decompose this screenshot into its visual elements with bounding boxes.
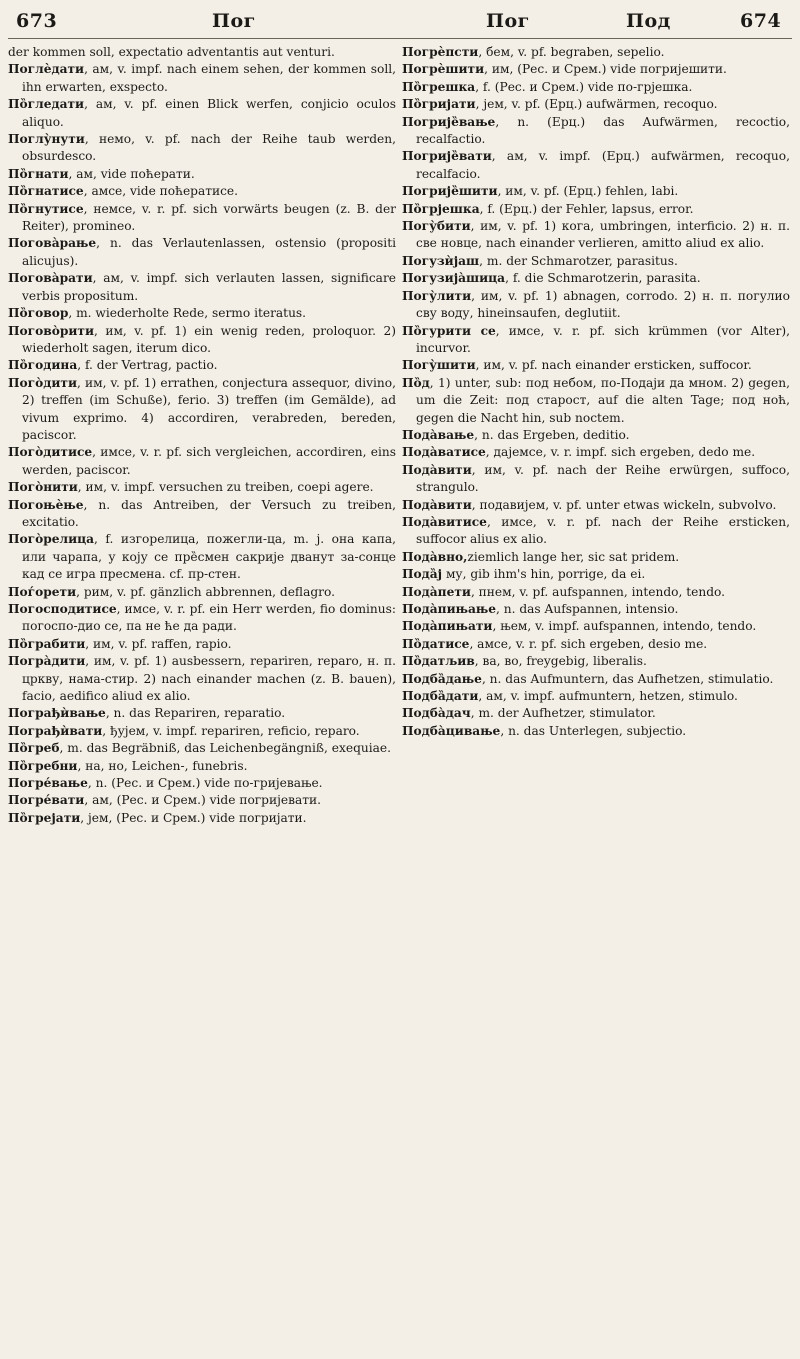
entry-definition: , на, но, Leichen-, funebris. (77, 758, 248, 773)
entry-headword: Пого̀релица (8, 532, 95, 547)
dictionary-entry (402, 61, 790, 78)
dictionary-entry (402, 497, 790, 514)
dictionary-entry (402, 183, 790, 200)
entry-headword: Пода̀вити (402, 462, 472, 477)
entry-definition: , пнем, v. pf. aufspannen, intendo, tendo. (470, 584, 725, 599)
entry-definition: , им, v. pf. (Ерц.) fehlen, labi. (497, 184, 679, 199)
entry-headword: Подба̏дати (402, 689, 479, 704)
right-running-head-1: Пог (486, 10, 530, 32)
entry-definition: , n. das Antreiben, der Versuch zu treiben, excitatio. (22, 497, 396, 529)
entry-definition: , 1) unter, sub: под небом, по-Подаји да мном. 2) gegen, um die Zeit: под старост, auf die alten Tage; под ноћ, gegen die Nacht hin, sub noctem. (416, 375, 790, 425)
dictionary-entry (402, 375, 790, 427)
entry-headword: Пого̀дити (8, 375, 77, 390)
entry-definition: , им, v. pf. 1) errathen, conjectura assequor, divino, 2) treffen (im Schuße), ferio. 3) treffen (im Gemälde), ad vivum exprimo. 4) accordiren, verabreden, bereden, paciscor. (22, 375, 396, 442)
entry-definition: , им, v. pf. nach der Reihe erwürgen, suffoco, strangulo. (416, 462, 790, 495)
dictionary-entry (402, 618, 790, 635)
entry-headword: Погу̀шити (402, 358, 476, 373)
entry-headword: По̏грабити (8, 636, 86, 651)
entry-definition: , јем, v. pf. (Ерц.) aufwärmen, recoquo. (475, 97, 718, 112)
entry-definition: , имсе, v. r. pf. sich vergleichen, accordiren, eins werden, paciscor. (22, 445, 396, 477)
entry-definition: , им, v. pf. raffen, rapio. (85, 636, 232, 651)
dictionary-entry (402, 636, 790, 653)
entry-headword: Погре́вање (8, 776, 88, 791)
entry-definition: , имсе, v. r. pf. nach der Reihe ersticken, suffocor alius ex alio. (416, 514, 790, 547)
dictionary-entry (402, 653, 790, 670)
left-running-head: Пог (212, 10, 256, 32)
dictionary-entry (8, 305, 396, 322)
dictionary-entry (8, 775, 396, 792)
entry-definition: , f. (Рес. и Срем.) vide по-грјешка. (475, 79, 693, 94)
entry-definition: , бем, v. pf. begraben, sepelio. (478, 45, 665, 59)
entry-headword: Погре́вати (8, 793, 85, 808)
entry-definition: , им, (Рес. и Срем.) vide погријешити. (484, 62, 727, 77)
entry-definition: , m. der Schmarotzer, parasitus. (479, 253, 678, 268)
left-page-number: 673 (16, 10, 58, 32)
entry-definition: , ам, v. impf. (Ерц.) aufwärmen, recoquo, recalfacio. (416, 149, 790, 181)
dictionary-entry (8, 201, 396, 236)
entry-headword: Погова̀рање (8, 236, 97, 251)
entry-headword: По̏гребни (8, 758, 78, 773)
entry-definition: , рим, v. pf. gänzlich abbrennen, deflagro. (76, 584, 335, 599)
entry-headword: Пограђѝвање (8, 706, 106, 721)
header-rule (8, 38, 792, 39)
dictionary-entry (402, 79, 790, 96)
entry-headword: Пого̀нити (8, 480, 78, 495)
entry-headword: Погузѝјаш (402, 253, 480, 268)
entry-headword: Поѓорети (8, 584, 77, 599)
entry-definition: , подавијем, v. pf. unter etwas wickeln, subvolvo. (471, 497, 777, 512)
entry-headword: Погузија̀шица (402, 271, 506, 286)
dictionary-entry (8, 131, 396, 166)
entry-headword: По̏гнатисе (8, 184, 84, 199)
dictionary-entry (402, 323, 790, 358)
dictionary-entry (402, 705, 790, 722)
entry-definition: , n. das Repariren, reparatio. (105, 706, 286, 721)
entry-definition: , f. (Ерц.) der Fehler, lapsus, error. (479, 201, 694, 216)
entry-definition: , n. das Aufmuntern, das Aufhetzen, stimulatio. (481, 671, 774, 686)
dictionary-entry (402, 671, 790, 688)
dictionary-entry (402, 549, 790, 566)
entry-headword: Погоњѐње (8, 497, 84, 512)
dictionary-entry (8, 479, 396, 496)
dictionary-entry (402, 288, 790, 323)
entry-definition: , n. das Aufspannen, intensio. (496, 602, 679, 616)
entry-definition: , им, v. pf. nach einander ersticken, suffocor. (475, 358, 752, 373)
entry-definition: , јем, (Рес. и Срем.) vide погријати. (80, 810, 307, 825)
entry-definition: , n. das Verlautenlassen, ostensio (propositi alicujus). (22, 236, 396, 268)
entry-definition: , n. das Ergeben, deditio. (474, 427, 630, 442)
entry-definition: , f. изгорелица, пожегли-ца, m. j. она капа, или чарапа, у коју се пре̏смен сакрије дванут за-сонце кад се игра пресмена. cf. пр-стен. (22, 532, 396, 582)
entry-headword: Пода̀вање (402, 427, 475, 442)
entry-definition: , f. der Vertrag, pactio. (77, 358, 218, 373)
entry-definition: ziemlich lange her, sic sat pridem. (467, 549, 680, 564)
entry-headword: Погра̀дити (8, 654, 86, 669)
entry-definition: , им, v. pf. 1) ein wenig reden, proloquor. 2) wiederholt sagen, iterum dico. (22, 323, 396, 355)
entry-headword: Погрије̏шити (402, 184, 498, 199)
entry-headword: Пода̀вно, (402, 549, 468, 564)
dictionary-entry (402, 114, 790, 149)
entry-definition: , им, v. pf. 1) кога, umbringen, interficio. 2) н. п. све новце, nach einander verlieren, amitto aliud ex alio. (416, 219, 790, 251)
dictionary-entry (8, 531, 396, 583)
dictionary-entry (8, 444, 396, 479)
dictionary-entry (402, 444, 790, 461)
entry-definition: , ам, vide поћерати. (68, 166, 195, 181)
entry-definition: , имсе, v. r. pf. sich krümmen (vor Alter), incurvor. (416, 323, 790, 355)
entry-headword: По̏гpeб (8, 741, 60, 756)
dictionary-entry (402, 270, 790, 287)
dictionary-entry (8, 723, 396, 740)
dictionary-entry (8, 166, 396, 183)
dictionary-entry (8, 44, 396, 61)
dictionary-entry (402, 566, 790, 583)
entry-headword: Пограђѝвати (8, 723, 103, 738)
left-column (8, 44, 396, 1354)
entry-definition: , њем, v. impf. aufspannen, intendo, tendo. (492, 619, 757, 634)
entry-headword: Пого̀дитисе (8, 445, 93, 460)
right-running-head-2: Под (626, 10, 671, 32)
dictionary-entry (402, 601, 790, 618)
dictionary-entry (8, 740, 396, 757)
dictionary-entry (8, 705, 396, 722)
dictionary-entry (8, 758, 396, 775)
entry-definition: , n. das Unterlegen, subjectio. (500, 723, 687, 738)
entry-headword: По̏грејати (8, 810, 81, 825)
dictionary-entry (8, 375, 396, 445)
entry-headword: Пода̀ватисе (402, 445, 486, 460)
entry-definition: , амсе, vide поћератисе. (83, 184, 239, 199)
dictionary-entry (8, 235, 396, 270)
entry-headword: Погрѐшити (402, 62, 485, 77)
dictionary-entry (402, 514, 790, 549)
dictionary-entry (8, 601, 396, 636)
entry-headword: По̏гнати (8, 166, 69, 181)
dictionary-entry (402, 253, 790, 270)
entry-definition: , немсе, v. r. pf. sich vorwärts beugen (z. B. der Reiter), promineo. (22, 201, 396, 234)
entry-definition: му, gib ihm's hin, porrige, da ei. (442, 567, 646, 582)
entry-definition: , m. der Aufhetzer, stimulator. (470, 706, 656, 721)
dictionary-entry (8, 183, 396, 200)
dictionary-entry (8, 357, 396, 374)
entry-definition: , ам, v. impf. nach einem sehen, der kommen soll, ihn erwarten, exspecto. (22, 62, 396, 94)
dictionary-entry (402, 357, 790, 374)
entry-headword: Погова̀рати (8, 271, 93, 286)
entry-definition: , ва, во, freygebig, liberalis. (474, 654, 647, 669)
entry-headword: Погу̀лити (402, 288, 472, 303)
entry-headword: Подба̀цивање (402, 723, 501, 738)
entry-definition: , им, v. pf. 1) ausbessern, repariren, reparo, н. п. цркву, нама-стир. 2) nach einander machen (z. B. bauen), facio, aedifico aliud ex alio. (22, 654, 396, 704)
right-page-number: 674 (740, 10, 782, 32)
entry-definition: , ам, v. pf. einen Blick werfen, conjicio oculos aliquo. (22, 97, 396, 129)
entry-definition: , ђујем, v. impf. repariren, reficio, reparo. (102, 723, 360, 738)
dictionary-entry (402, 96, 790, 113)
entry-headword: Пода̀пети (402, 584, 471, 599)
entry-headword: По̏грешка (402, 79, 476, 94)
entry-headword: По̏грјешка (402, 201, 480, 216)
entry-definition: , дајемсе, v. r. impf. sich ergeben, dedo me. (485, 445, 756, 460)
dictionary-entry (8, 636, 396, 653)
dictionary-entry (402, 201, 790, 218)
entry-headword: Погрије̏вање (402, 114, 496, 129)
entry-headword: Погрије̏вати (402, 149, 492, 164)
entry-headword: Погово̀рити (8, 323, 94, 338)
dictionary-entry (8, 792, 396, 809)
dictionary-entry (402, 688, 790, 705)
dictionary-entry (402, 427, 790, 444)
entry-headword: Погрѐпсти (402, 45, 479, 59)
entry-headword: Погосподитисе (8, 602, 117, 616)
entry-headword: По̏гурити се (402, 323, 496, 338)
entry-headword: Пода̀пињање (402, 602, 497, 616)
entry-definition: , n. (Рес. и Срем.) vide по-гријевање. (87, 776, 323, 791)
entry-headword: По̏д (402, 375, 430, 390)
entry-headword: По̏гледати (8, 97, 85, 112)
entry-headword: По̏датисе (402, 636, 470, 651)
entry-headword: Поглу̀нути (8, 132, 85, 147)
entry-headword: Поглѐдати (8, 62, 85, 77)
entry-headword: По̏датљив (402, 654, 475, 669)
dictionary-entry (402, 218, 790, 253)
entry-definition: , n. (Ерц.) das Aufwärmen, recoctio, recalfactio. (416, 114, 790, 147)
dictionary-entry (402, 584, 790, 601)
dictionary-entry (402, 462, 790, 497)
entry-definition: , m. wiederholte Rede, sermo iteratus. (68, 306, 307, 321)
entry-headword: Погу̀бити (402, 219, 471, 234)
dictionary-entry (8, 61, 396, 96)
entry-definition: , ам, v. impf. sich verlauten lassen, significare verbis propositum. (22, 271, 396, 303)
entry-headword: Пода̏ј (402, 567, 443, 582)
dictionary-entry (8, 497, 396, 532)
entry-headword: По̏говор (8, 306, 69, 321)
entry-definition: , имсе, v. r. pf. ein Herr werden, fio dominus: погоспо-дио се, па не ће да ради. (22, 602, 396, 634)
entry-headword: Подба̀дач (402, 706, 471, 721)
entry-definition: , ам, v. impf. aufmuntern, hetzen, stimulo. (478, 689, 738, 704)
dictionary-entry (8, 96, 396, 131)
dictionary-entry (8, 323, 396, 358)
right-column (402, 44, 790, 1354)
entry-headword: Подба̏дање (402, 671, 482, 686)
dictionary-entry (402, 44, 790, 61)
dictionary-entry (8, 270, 396, 305)
page-header (0, 0, 800, 44)
entry-headword: По̏гријати (402, 97, 476, 112)
entry-definition: , им, v. impf. versuchen zu treiben, coepi agere. (77, 480, 374, 495)
dictionary-entry (402, 148, 790, 183)
entry-definition: , им, v. pf. 1) abnagen, corrodo. 2) н. п. погулио сву воду, hineinsaufen, deglutiit. (416, 288, 790, 321)
dictionary-entry (402, 723, 790, 740)
entry-headword: Пода̀пињати (402, 619, 493, 634)
entry-definition: , амсе, v. r. pf. sich ergeben, desio me. (469, 636, 708, 651)
entry-definition: der kommen soll, expectatio adventantis aut venturi. (8, 45, 335, 59)
entry-headword: Пода̀вити (402, 497, 472, 512)
entry-headword: По̏гнутисе (8, 201, 84, 216)
entry-definition: , ам, (Рес. и Срем.) vide погријевати. (84, 793, 321, 808)
dictionary-entry (8, 810, 396, 827)
entry-definition: , f. die Schmarotzerin, parasita. (505, 271, 701, 286)
entry-definition: , немо, v. pf. nach der Reihe taub werden, obsurdesco. (22, 132, 396, 164)
dictionary-entry (8, 653, 396, 705)
dictionary-entry (8, 584, 396, 601)
entry-definition: , m. das Begräbniß, das Leichenbegängniß, exequiae. (59, 741, 391, 756)
entry-headword: Пода̀витисе (402, 514, 487, 529)
entry-headword: По̏година (8, 358, 78, 373)
